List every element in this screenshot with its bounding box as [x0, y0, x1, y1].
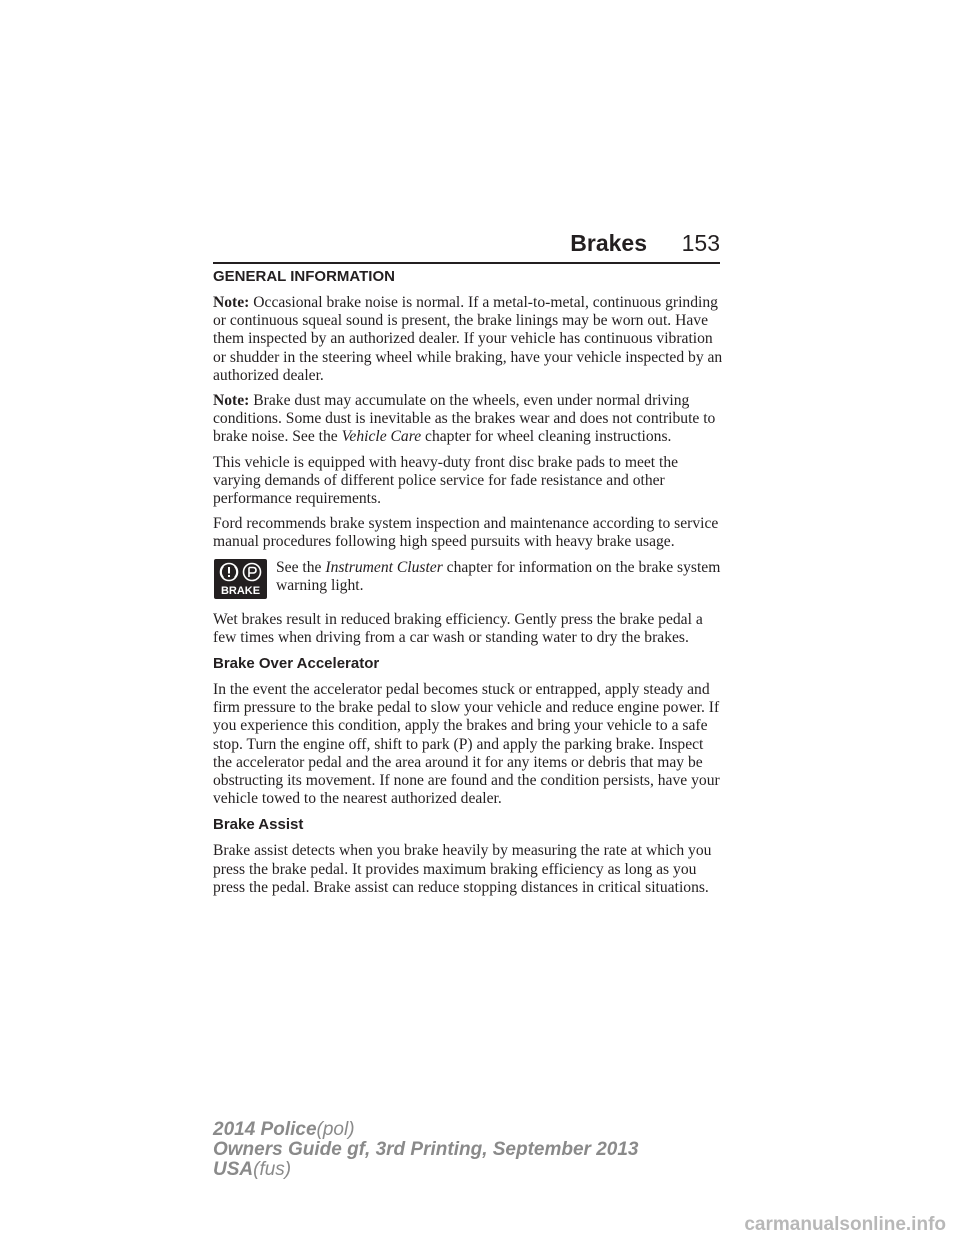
paragraph-disc-brake-pads: This vehicle is equipped with heavy-duty front disc brake pads to meet the varying demands of different police service for fade resistance and other performance requirements.: [213, 453, 679, 508]
footer-line-guide: Owners Guide gf, 3rd Printing, September 2013: [213, 1139, 639, 1160]
note-text: chapter for information on the brake system warning light.: [276, 558, 721, 594]
brake-warning-icon: [214, 559, 267, 599]
page-number: 153: [681, 230, 720, 256]
page-content: [213, 268, 723, 904]
note-label: Note:: [213, 294, 250, 311]
paragraph-wet-brakes: Wet brakes result in reduced braking efficiency. Gently press the brake pedal a few times when driving from a car wash or standing water to dry the brakes.: [213, 610, 703, 646]
note-text: chapter for wheel cleaning instructions.: [421, 428, 672, 446]
note-brake-noise: [213, 294, 723, 385]
heading-general-information: GENERAL INFORMATION: [213, 268, 395, 285]
page-header: [213, 228, 720, 264]
note-label: Note:: [213, 392, 250, 410]
note-text: See the: [276, 558, 326, 576]
note-text: Brake dust may accumulate on the wheels, even under normal driving conditions. Some dust is inevitable as the brakes wear and does not contribute to brake noise. See the: [213, 392, 716, 446]
heading-brake-over-accelerator: Brake Over Accelerator: [213, 655, 380, 673]
page-footer: [213, 1120, 639, 1180]
footer-line-market: [213, 1160, 639, 1180]
watermark: carmanualsonline.info: [744, 1214, 946, 1235]
footer-market-code: (fus): [253, 1159, 292, 1180]
cross-reference-vehicle-care: Vehicle Care: [341, 428, 422, 446]
footer-market: USA: [213, 1159, 254, 1180]
heading-brake-assist: Brake Assist: [213, 816, 304, 834]
footer-model: 2014 Police: [213, 1119, 317, 1140]
footer-line-model: [213, 1120, 639, 1140]
note-text: Occasional brake noise is normal. If a metal-to-metal, continuous grinding or continuous squeal sound is present, the brake linings may be worn out. Have them inspected by an authorized dealer. If your vehicle has continuous vibration or shudder in the steering wheel while braking, have your vehicle inspected by an authorized dealer.: [213, 294, 723, 384]
paragraph-brake-over-accelerator: In the event the accelerator pedal becomes stuck or entrapped, apply steady and firm pressure to the brake pedal to slow your vehicle and reduce engine power. If you experience this condition, apply the brakes and bring your vehicle to a safe stop. Turn the engine off, shift to park (P) and apply the parking brake. Inspect the accelerator pedal and the area around it for any items or debris that may be obstructing its movement. If none are found and the condition persists, have your vehicle towed to the nearest authorized dealer.: [213, 681, 720, 808]
footer-model-code: (pol): [316, 1119, 355, 1140]
paragraph-brake-assist: Brake assist detects when you brake heavily by measuring the rate at which you press the brake pedal. It provides maximum braking efficiency as long as you press the pedal. Brake assist can reduce stopping distances in critical situations.: [213, 842, 712, 896]
chapter-title: Brakes: [570, 230, 647, 256]
paragraph-inspection: Ford recommends brake system inspection and maintenance according to service manual procedures following high speed pursuits with heavy brake usage.: [213, 515, 719, 551]
brake-warning-text: [276, 559, 723, 595]
cross-reference-instrument-cluster: Instrument Cluster: [325, 558, 443, 576]
note-brake-dust: [213, 392, 723, 447]
brake-warning-note: [213, 559, 723, 603]
brake-icon-label: BRAKE: [220, 584, 261, 597]
